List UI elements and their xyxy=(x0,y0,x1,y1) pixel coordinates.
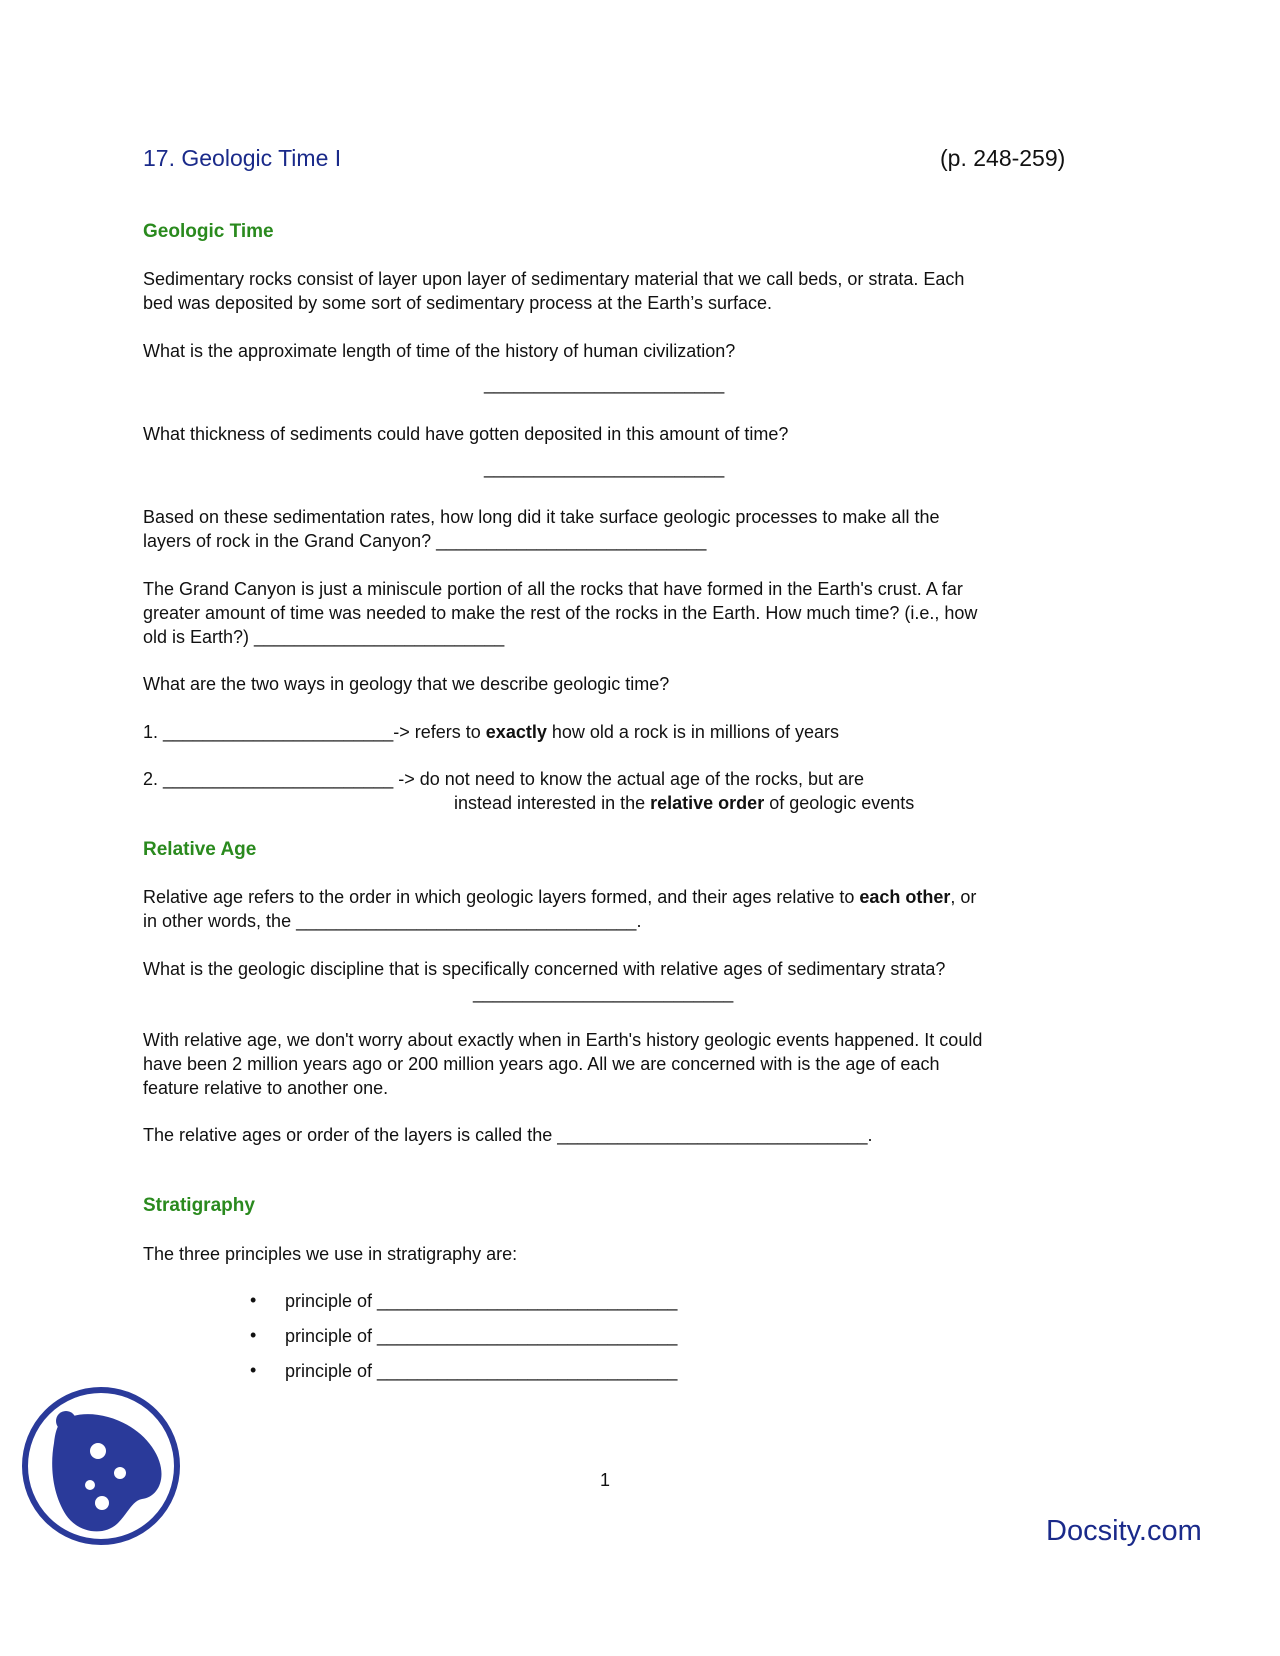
list-item: principle of ______________________________ xyxy=(285,1291,678,1311)
question-text: old is Earth?) _________________________ xyxy=(143,627,505,647)
bullet-icon: • xyxy=(250,1290,257,1310)
question-text: Based on these sedimentation rates, how long did it take surface geologic processes to make all the xyxy=(143,507,940,527)
docsity-logo-icon xyxy=(20,1385,182,1547)
list-item: principle of ______________________________ xyxy=(285,1326,678,1346)
question-text: layers of rock in the Grand Canyon? ___________________________ xyxy=(143,531,707,551)
section-heading-geologic-time: Geologic Time xyxy=(143,221,274,242)
answer-blank: ________________________ xyxy=(484,458,725,478)
question-text: What is the approximate length of time of the history of human civilization? xyxy=(143,341,736,361)
paragraph-line: in other words, the __________________________________. xyxy=(143,911,642,931)
paragraph-line: feature relative to another one. xyxy=(143,1078,389,1098)
paragraph-line xyxy=(143,885,976,910)
numbered-item-2: 2. _______________________ -> do not need to know the actual age of the rocks, but are xyxy=(143,769,865,789)
paragraph-line: The three principles we use in stratigraphy are: xyxy=(143,1244,518,1264)
paragraph-line: With relative age, we don't worry about exactly when in Earth's history geologic events happened. It could xyxy=(143,1030,983,1050)
paragraph-emphasis: each other xyxy=(859,887,951,907)
paragraph-text: Relative age refers to the order in which geologic layers formed, and their ages relative to xyxy=(143,887,860,907)
answer-blank: ________________________ xyxy=(484,374,725,394)
numbered-item-1 xyxy=(143,720,839,745)
docsity-brand-link[interactable]: Docsity.com xyxy=(1046,1515,1202,1547)
item-text: how old a rock is in millions of years xyxy=(546,722,839,742)
item-emphasis: relative order xyxy=(650,793,765,813)
paragraph-line: Sedimentary rocks consist of layer upon layer of sedimentary material that we call beds, or strata. Each xyxy=(143,269,965,289)
section-heading-relative-age: Relative Age xyxy=(143,839,257,860)
item-text: instead interested in the xyxy=(454,793,651,813)
question-text: The Grand Canyon is just a miniscule portion of all the rocks that have formed in the Earth's crust. A far xyxy=(143,579,963,599)
section-heading-stratigraphy: Stratigraphy xyxy=(143,1195,255,1216)
item-text: of geologic events xyxy=(764,793,915,813)
bullet-icon: • xyxy=(250,1325,257,1345)
item-emphasis: exactly xyxy=(485,722,547,742)
question-text: What thickness of sediments could have gotten deposited in this amount of time? xyxy=(143,424,789,444)
list-item: principle of ______________________________ xyxy=(285,1361,678,1381)
item-text: 1. _______________________-> refers to xyxy=(143,722,486,742)
bullet-icon: • xyxy=(250,1360,257,1380)
document-title: 17. Geologic Time I xyxy=(143,145,342,171)
paragraph-line: have been 2 million years ago or 200 million years ago. All we are concerned with is the age of each xyxy=(143,1054,940,1074)
question-text: The relative ages or order of the layers is called the _______________________________. xyxy=(143,1125,873,1145)
page-number: 1 xyxy=(600,1470,611,1490)
question-text: What are the two ways in geology that we describe geologic time? xyxy=(143,674,670,694)
paragraph-text: , or xyxy=(950,887,977,907)
answer-blank: __________________________ xyxy=(473,983,734,1003)
paragraph-line: bed was deposited by some sort of sedimentary process at the Earth’s surface. xyxy=(143,293,772,313)
question-text: greater amount of time was needed to make the rest of the rocks in the Earth. How much time? (i.e., how xyxy=(143,603,978,623)
question-text: What is the geologic discipline that is specifically concerned with relative ages of sedimentary strata? xyxy=(143,959,946,979)
numbered-item-2-continuation xyxy=(454,791,914,816)
page-range: (p. 248-259) xyxy=(940,145,1066,171)
